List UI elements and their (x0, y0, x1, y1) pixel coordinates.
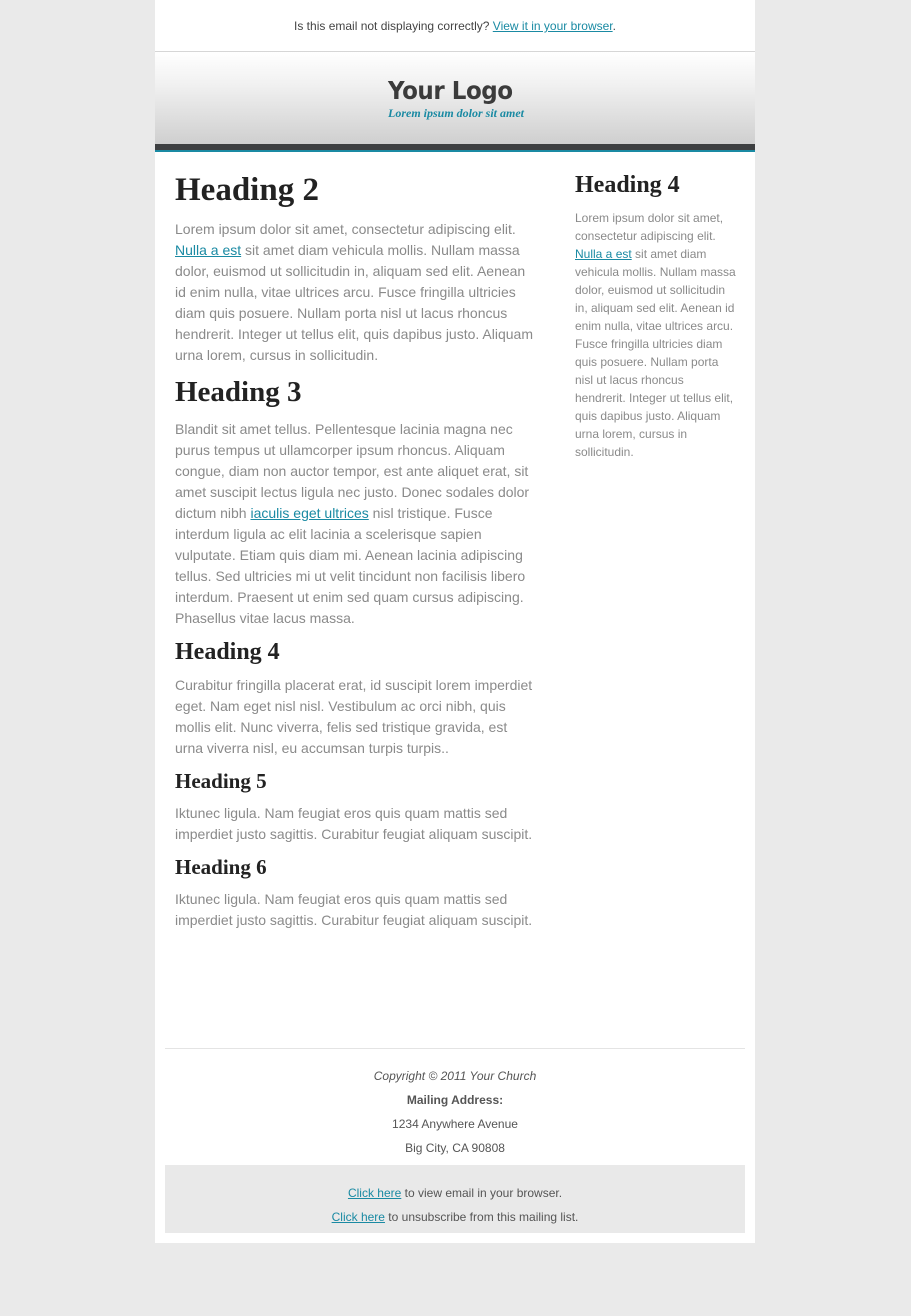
address-line-1: 1234 Anywhere Avenue (392, 1117, 518, 1131)
paragraph-1 (175, 219, 537, 366)
sidebar-nulla-a-est-link[interactable]: Nulla a est (575, 247, 632, 261)
main-column (175, 170, 537, 931)
paragraph-5: Iktunec ligula. Nam feugiat eros quis quam mattis sed imperdiet justo sagittis. Curabitur feugiat aliquam suscipit. (175, 891, 533, 928)
tagline: Lorem ipsum dolor sit amet (388, 106, 525, 120)
footer (155, 1064, 755, 1160)
sidebar-text-start: Lorem ipsum dolor sit amet, consectetur adipiscing elit. (575, 211, 724, 243)
unsubscribe-text: to unsubscribe from this mailing list. (384, 1210, 579, 1224)
paragraph-1-text-start: Lorem ipsum dolor sit amet, consectetur adipiscing elit. (175, 221, 516, 237)
header (155, 52, 755, 144)
footer-links (165, 1165, 745, 1233)
iaculis-eget-ultrices-link[interactable]: iaculis eget ultrices (250, 505, 369, 521)
preheader-text: Is this email not displaying correctly? (294, 19, 490, 33)
sidebar-paragraph (575, 209, 737, 461)
view-email-link[interactable]: Click here (347, 1186, 402, 1200)
paragraph-2-text-end: nisl tristique. Fusce interdum ligula ac elit lacinia a scelerisque sapien vulputate. Etiam quis diam mi. Aenean lacinia adipiscing tellus. Sed ultricies mi ut velit tincidunt non facilisis libero interdum. Praesent ut enim sed quam cursus adipiscing. Phasellus vitae lacus massa. (175, 505, 526, 626)
unsubscribe-link[interactable]: Click here (331, 1210, 385, 1224)
email-container (155, 0, 755, 1243)
paragraph-2 (175, 419, 537, 629)
paragraph-4: Iktunec ligula. Nam feugiat eros quis quam mattis sed imperdiet justo sagittis. Curabitur feugiat aliquam suscipit. (175, 805, 533, 842)
nulla-a-est-link[interactable]: Nulla a est (175, 242, 242, 258)
paragraph-1-text-end: sit amet diam vehicula mollis. Nullam massa dolor, euismod ut sollicitudin in, aliquam sed elit. Aenean id enim nulla, vitae ultrices arcu. Fusce fringilla ultricies diam quis posuere. Nullam porta nisl ut lacus rhoncus hendrerit. Integer ut tellus elit, quis dapibus justo. Aliquam urna lorem, cursus in sollicitudin. (175, 242, 533, 363)
preheader-period: . (612, 19, 616, 33)
preheader (155, 0, 755, 52)
paragraph-2-text-start: Blandit sit amet tellus. Pellentesque lacinia magna nec purus tempus ut ullamcorper ipsum rhoncus. Aliquam congue, diam non auctor tempor, est ante aliquet erat, sit amet suscipit lectus ligula nec justo. Donec sodales dolor dictum nibh (175, 421, 530, 521)
heading-2: Heading 2 (175, 172, 319, 208)
heading-3: Heading 3 (175, 376, 302, 408)
sidebar (575, 170, 737, 461)
content-area (155, 152, 755, 1052)
view-email-text: to view email in your browser. (401, 1186, 563, 1200)
footer-divider (165, 1048, 745, 1049)
heading-4: Heading 4 (175, 639, 280, 665)
view-in-browser-link[interactable]: View it in your browser (492, 19, 613, 33)
unsubscribe-row (165, 1205, 745, 1229)
sidebar-heading-4: Heading 4 (575, 172, 680, 198)
address-line-2: Big City, CA 90808 (405, 1141, 505, 1155)
logo: Your Logo (388, 76, 513, 105)
heading-6: Heading 6 (175, 855, 267, 879)
heading-5: Heading 5 (175, 769, 267, 793)
sidebar-text-end: sit amet diam vehicula mollis. Nullam massa dolor, euismod ut sollicitudin in, aliquam sed elit. Aenean id enim nulla, vitae ultrices arcu. Fusce fringilla ultricies diam quis posuere. Nullam porta nisl ut lacus rhoncus hendrerit. Integer ut tellus elit, quis dapibus justo. Aliquam urna lorem, cursus in sollicitudin. (575, 247, 736, 459)
logo-block (388, 76, 524, 120)
mailing-address-label: Mailing Address: (406, 1093, 504, 1107)
paragraph-3: Curabitur fringilla placerat erat, id suscipit lorem imperdiet eget. Nam eget nisl nisl. Vestibulum ac orci nibh, quis mollis elit. Nunc viverra, felis sed tristique gravida, est urna viverra nisl, eu accumsan turpis turpis.. (175, 677, 533, 756)
view-email-row (165, 1181, 745, 1205)
copyright: Copyright © 2011 Your Church (373, 1069, 537, 1083)
